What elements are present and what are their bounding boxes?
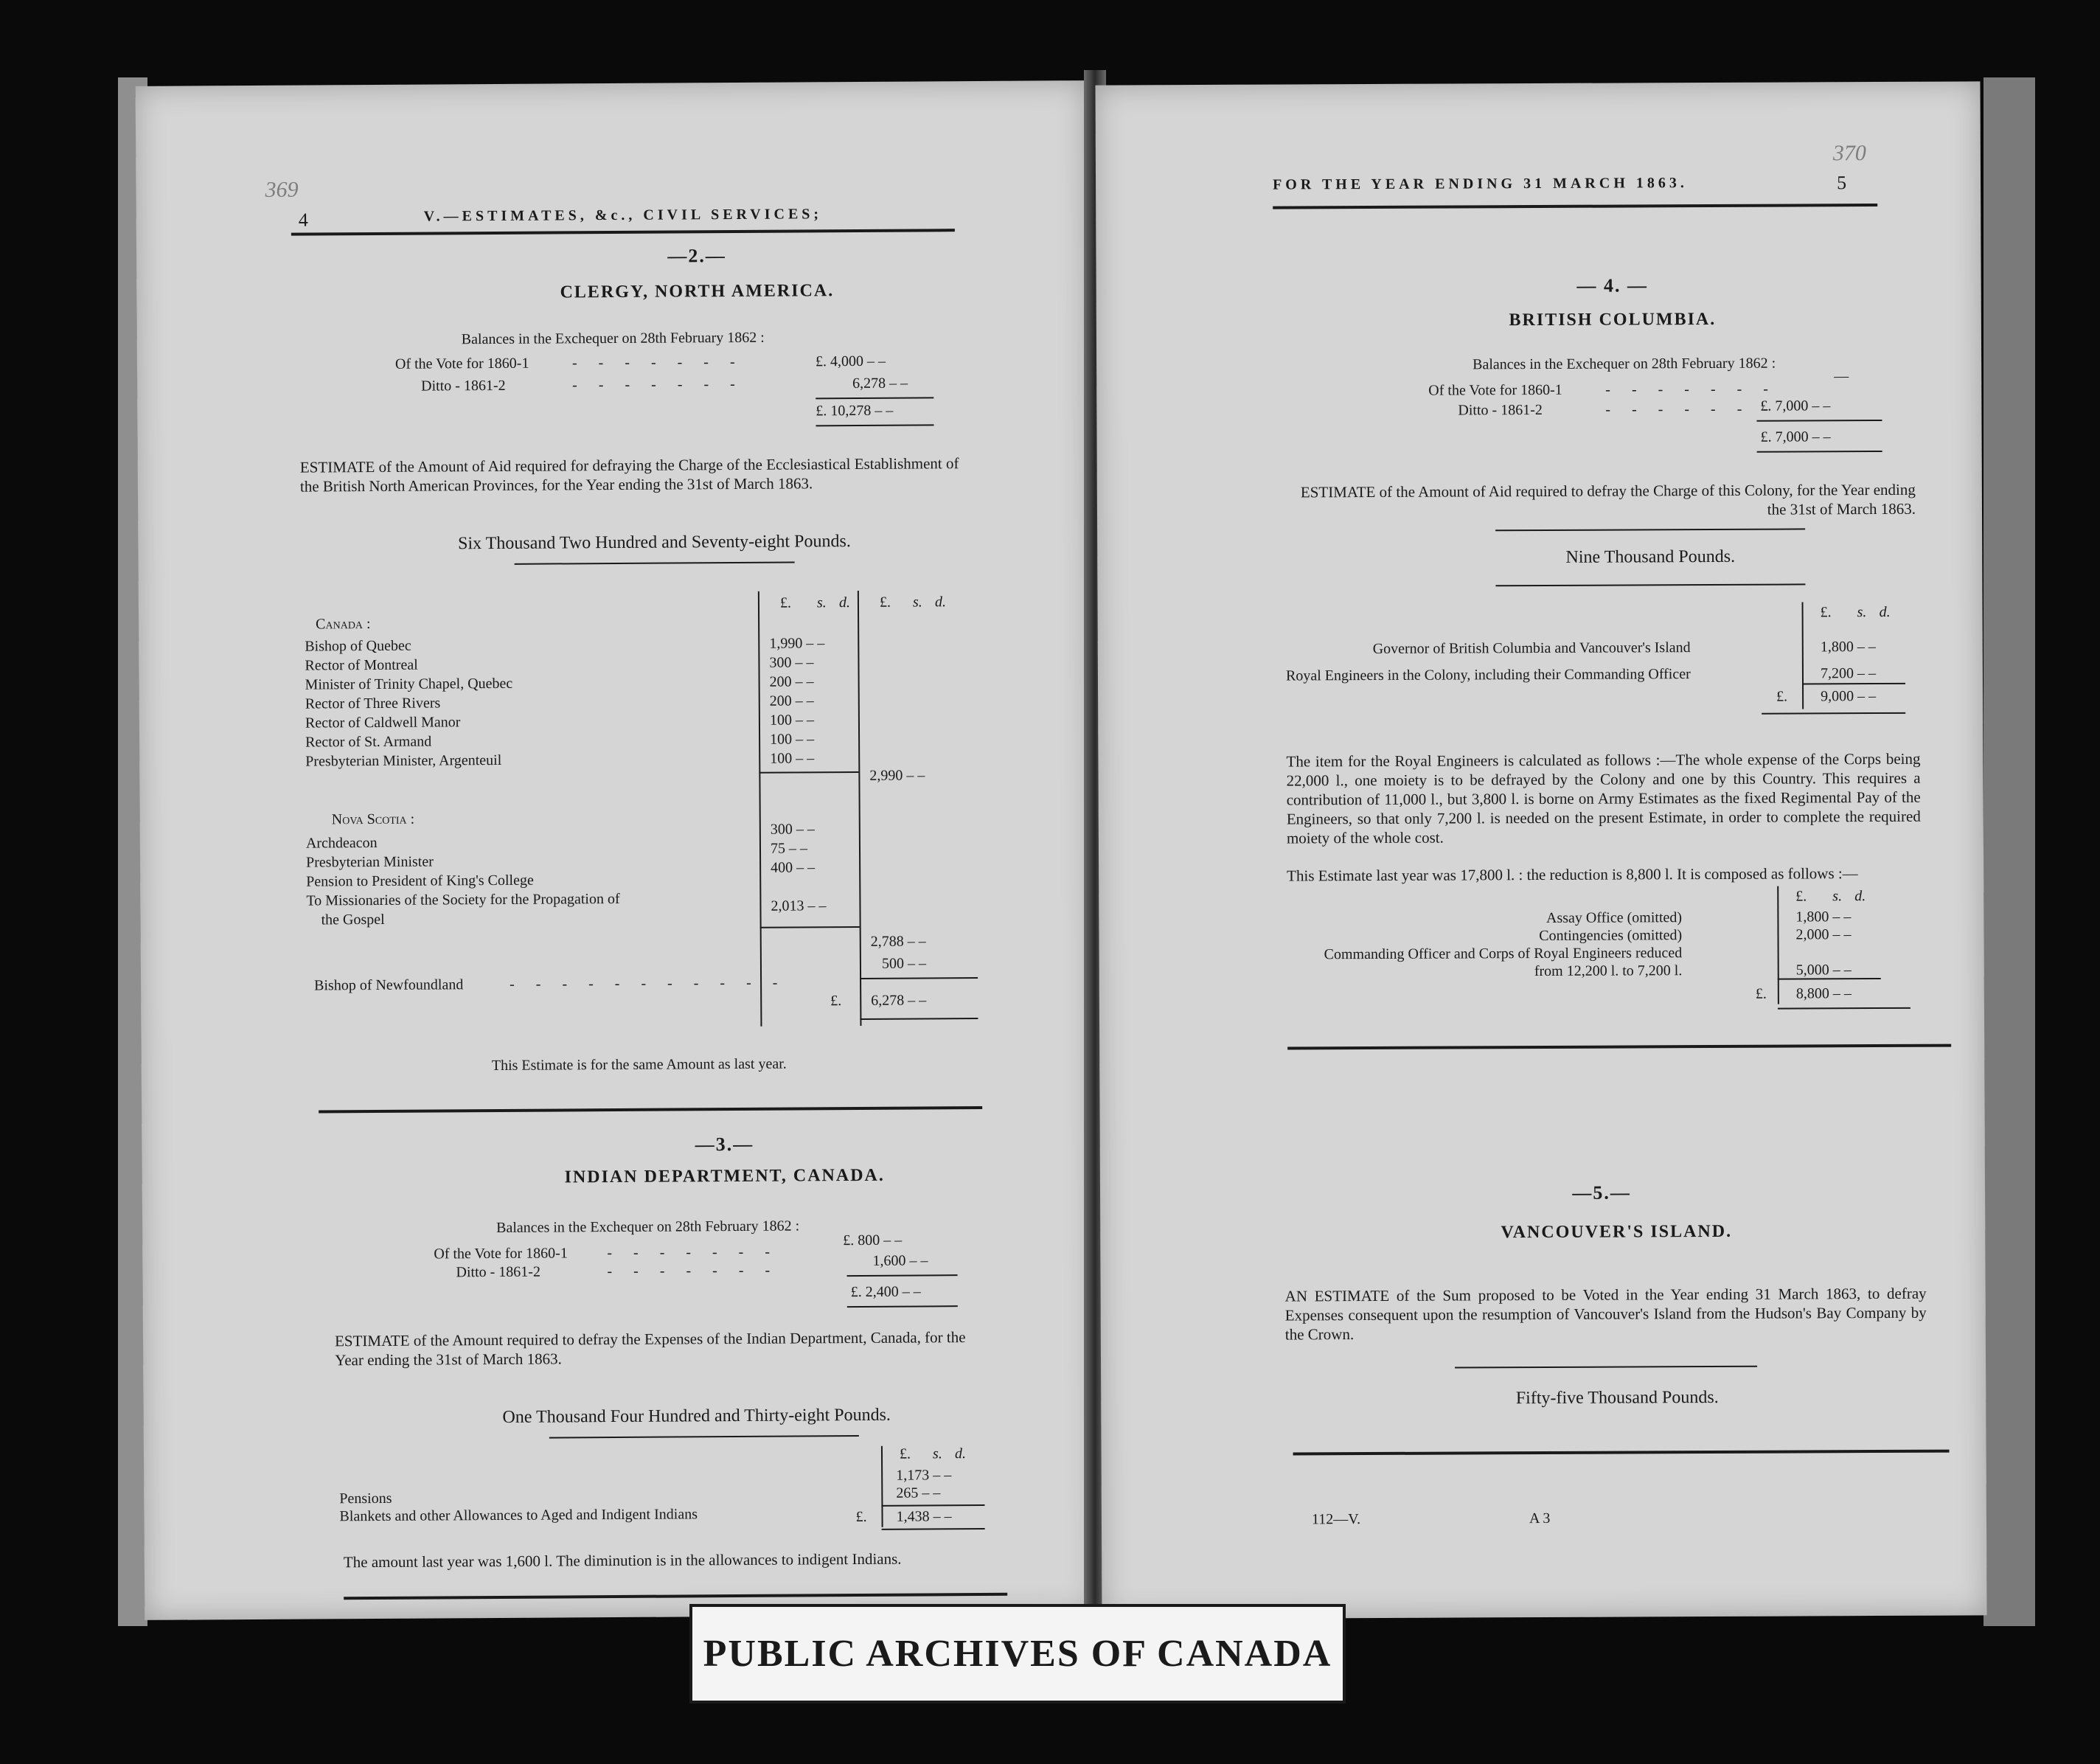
- balances-heading: Balances in the Exchequer on 28th February 1862 :: [496, 1218, 800, 1236]
- column-rule: [1777, 886, 1779, 1004]
- amount: 300 – –: [769, 654, 814, 671]
- col-header-pence: d.: [1879, 603, 1891, 620]
- amount: 100 – –: [770, 731, 815, 748]
- newfoundland-label: Bishop of Newfoundland: [314, 976, 464, 994]
- sum-rule: [860, 977, 978, 979]
- items-total: 1,438 – –: [896, 1508, 952, 1525]
- canada-list: [305, 636, 513, 771]
- balances-heading: Balances in the Exchequer on 28th February 1862 :: [1473, 355, 1776, 373]
- balance-amount: 6,278 – –: [852, 375, 908, 392]
- balance-total: £. 2,400 – –: [850, 1283, 921, 1301]
- sum-rule: [760, 926, 860, 928]
- sum-rule: [860, 1018, 978, 1020]
- section-number: —2.—: [667, 245, 726, 267]
- section-rule: [1287, 1044, 1951, 1050]
- balance-label: Of the Vote for 1860-1: [434, 1245, 568, 1263]
- open-book: [118, 70, 2050, 1633]
- amount: 100 – –: [770, 750, 815, 767]
- section-title: INDIAN DEPARTMENT, CANADA.: [564, 1165, 885, 1187]
- page-number: 5: [1836, 172, 1847, 194]
- sum-rule: [1762, 712, 1905, 715]
- list-item: Minister of Trinity Chapel, Quebec: [305, 675, 513, 693]
- total-symbol: £.: [1755, 985, 1767, 1002]
- section-number: — 4. —: [1576, 274, 1648, 296]
- section-number: —3.—: [695, 1133, 754, 1156]
- canada-total: 2,990 – –: [869, 767, 925, 784]
- balance-amount: £. 7,000 – –: [1760, 397, 1831, 414]
- sum-rule: [816, 397, 933, 399]
- footer-signature-number: 112—V.: [1311, 1511, 1361, 1528]
- list-item: To Missionaries of the Society for the Propagation of: [306, 890, 620, 909]
- amount: 300 – –: [770, 821, 815, 838]
- col-header-pounds: £.: [779, 594, 792, 611]
- items-list: [339, 1487, 698, 1525]
- list-item: Commanding Officer and Corps of Royal Engineers reduced: [1324, 945, 1683, 963]
- column-rule: [881, 1446, 883, 1527]
- balance-amount: £. 800 – –: [843, 1232, 903, 1249]
- nova-scotia-heading: Nova Scotia :: [331, 810, 415, 828]
- col-header-pounds: £.: [1795, 888, 1807, 905]
- leader-dots: - - - - - - - - - - -: [510, 974, 787, 993]
- balance-amount: —: [1834, 368, 1849, 385]
- balance-label: Ditto - 1861-2: [1458, 401, 1543, 419]
- leader-dots: - - - - - - -: [1605, 400, 1778, 418]
- canada-heading: Canada :: [316, 616, 371, 633]
- sum-rule: [1756, 420, 1882, 422]
- amount: 200 – –: [769, 692, 814, 709]
- list-item: Governor of British Columbia and Vancouver's Island: [1372, 639, 1691, 657]
- balance-label: Ditto - 1861-2: [421, 377, 506, 395]
- items-amounts: [896, 1466, 951, 1501]
- sum-rule: [759, 771, 858, 774]
- section-rule: [1293, 1450, 1950, 1456]
- page-number: 4: [298, 209, 308, 231]
- balance-amount: £. 4,000 – –: [815, 353, 886, 370]
- col-header-pence: d.: [1854, 888, 1866, 905]
- amount: 7,200 – –: [1820, 665, 1877, 682]
- amount: 5,000 – –: [1795, 962, 1852, 979]
- amount: 1,800 – –: [1795, 909, 1852, 926]
- leader-dots: - - - - - - -: [607, 1262, 779, 1280]
- amount: 1,800 – –: [1820, 639, 1876, 656]
- list-item: Pension to President of King's College: [306, 872, 534, 890]
- col-header-shillings: s.: [1857, 604, 1867, 621]
- list-item: Pensions: [339, 1490, 392, 1507]
- section-title: CLERGY, NORTH AMERICA.: [560, 281, 835, 302]
- list-item: Bishop of Quebec: [305, 637, 411, 655]
- list-item: Contingencies (omitted): [1539, 927, 1683, 945]
- col-header-pence: d.: [838, 594, 851, 611]
- section-title: BRITISH COLUMBIA.: [1509, 309, 1717, 330]
- amount: 2,013 – –: [771, 897, 827, 914]
- amount: [1796, 943, 1852, 961]
- items-list: [1286, 634, 1691, 689]
- reduction-paragraph: This Estimate last year was 17,800 l. : the reduction is 8,800 l. It is composed as follows :—: [1287, 864, 1858, 885]
- col-header-pounds: £.: [899, 1445, 911, 1462]
- balance-total: £. 7,000 – –: [1760, 428, 1831, 445]
- list-item: Presbyterian Minister, Argenteuil: [305, 751, 502, 770]
- amount: 200 – –: [769, 673, 814, 690]
- col-header-pounds: £.: [879, 594, 891, 611]
- sum-rule: [1778, 978, 1881, 980]
- grand-total: 6,278 – –: [871, 992, 927, 1009]
- sum-rule: [881, 1504, 984, 1507]
- list-item: Rector of St. Armand: [305, 733, 432, 751]
- estimate-text: ESTIMATE of the Amount of Aid required to defray the Charge of this Colony, for the Year ending the 31st of March 1863.: [1300, 480, 1916, 518]
- running-head: V.—ESTIMATES, &c., CIVIL SERVICES;: [423, 206, 823, 225]
- items-amounts: [1821, 633, 1876, 687]
- left-page: [136, 80, 1096, 1620]
- amount: [771, 877, 855, 897]
- list-item: Blankets and other Allowances to Aged and Indigent Indians: [339, 1506, 698, 1525]
- list-item: Rector of Caldwell Manor: [305, 714, 461, 732]
- total-symbol: £.: [855, 1508, 867, 1526]
- leader-dots: - - - - - - -: [572, 375, 744, 394]
- list-item: Rector of Montreal: [305, 656, 418, 674]
- sum-rule: [847, 1305, 958, 1308]
- list-item: from 12,200 l. to 7,200 l.: [1534, 962, 1683, 980]
- col-header-pence: d.: [934, 594, 947, 611]
- reduction-total: 8,800 – –: [1795, 985, 1852, 1002]
- amount-in-words: Fifty-five Thousand Pounds.: [1515, 1387, 1719, 1409]
- amount-in-words: Nine Thousand Pounds.: [1565, 546, 1736, 567]
- col-header-shillings: s.: [1832, 888, 1843, 905]
- amount-in-words: Six Thousand Two Hundred and Seventy-eight Pounds.: [458, 532, 851, 554]
- section-number: —5.—: [1572, 1181, 1631, 1204]
- col-header-pence: d.: [954, 1445, 967, 1462]
- section-rule: [344, 1593, 1007, 1600]
- nova-scotia-amounts: [771, 819, 856, 916]
- head-rule: [1273, 204, 1877, 209]
- amount: 2,000 – –: [1795, 926, 1852, 943]
- estimate-text: ESTIMATE of the Amount required to defray the Expenses of the Indian Department, Canada, for the Year ending the 31st of March 1863.: [334, 1328, 966, 1369]
- sum-rule: [847, 1274, 958, 1277]
- running-head: FOR THE YEAR ENDING 31 MARCH 1863.: [1273, 175, 1688, 193]
- newfoundland-amount: 500 – –: [881, 955, 927, 972]
- leader-dots: - - - - - - -: [607, 1243, 779, 1262]
- amount: 400 – –: [771, 859, 816, 876]
- amount: 265 – –: [896, 1485, 941, 1501]
- words-rule: [1495, 583, 1805, 586]
- balance-label: Of the Vote for 1860-1: [394, 355, 529, 372]
- canada-amounts: [769, 633, 855, 768]
- balances-heading: Balances in the Exchequer on 28th February 1862 :: [461, 329, 765, 348]
- balance-total: £. 10,278 – –: [816, 402, 894, 420]
- total-symbol: £.: [830, 993, 842, 1010]
- explanation-paragraph: The item for the Royal Engineers is calculated as follows :—The whole expense of the Corps being 22,000 l., one moiety is to be defrayed by the Colony and one by this Country. This requires a contribution of 11,000 l., but 3,800 l. is borne on Army Estimates as the fixed Regimental Pay of the Engineers, so that only 7,200 l. is needed on the present Estimate, in order to complete the required moiety of the whole cost.: [1286, 749, 1921, 847]
- amount: 1,173 – –: [896, 1467, 952, 1484]
- footer-signature-mark: A 3: [1529, 1510, 1551, 1527]
- balance-amount: 1,600 – –: [872, 1252, 928, 1269]
- sum-rule: [882, 1528, 985, 1530]
- balance-label: Of the Vote for 1860-1: [1428, 381, 1562, 399]
- list-item: Rector of Three Rivers: [305, 695, 441, 712]
- leader-dots: - - - - - - -: [1605, 381, 1777, 398]
- amount: 75 – –: [770, 840, 808, 857]
- section-title: VANCOUVER'S ISLAND.: [1501, 1221, 1733, 1243]
- nova-scotia-total: 2,788 – –: [870, 933, 926, 950]
- pencil-folio: 370: [1832, 141, 1866, 166]
- archive-label: PUBLIC ARCHIVES OF CANADA: [689, 1604, 1346, 1704]
- reduction-amounts: [1795, 908, 1851, 979]
- items-total: 9,000 – –: [1821, 688, 1877, 705]
- list-item: Assay Office (omitted): [1546, 909, 1683, 926]
- amount: 100 – –: [769, 712, 814, 729]
- list-item: Royal Engineers in the Colony, including their Commanding Officer: [1285, 666, 1691, 684]
- right-page: [1095, 81, 1986, 1619]
- words-rule: [1495, 528, 1805, 531]
- sum-rule: [1757, 451, 1882, 453]
- column-rule: [1802, 602, 1804, 709]
- pencil-folio: 369: [265, 177, 299, 202]
- nova-scotia-list: [306, 832, 620, 930]
- right-page-edges: [1983, 77, 2035, 1626]
- sum-rule: [1802, 683, 1905, 685]
- amount: 1,990 – –: [769, 635, 825, 652]
- column-rule: [758, 591, 762, 1027]
- estimate-text: ESTIMATE of the Amount of Aid required for defraying the Charge of the Ecclesiastical Establishment of the British North American Provinces, for the Year ending the 31st of March 1863.: [299, 454, 959, 496]
- sum-rule: [816, 424, 933, 426]
- head-rule: [291, 229, 955, 235]
- estimate-text: AN ESTIMATE of the Sum proposed to be Voted in the Year ending 31 March 1863, to defray Expenses consequent upon the resumption of Vancouver's Island from the Hudson's Bay Company by the Crown.: [1284, 1284, 1927, 1344]
- reduction-list: [1324, 909, 1682, 981]
- col-header-shillings: s.: [932, 1445, 942, 1462]
- col-header-shillings: s.: [912, 594, 922, 611]
- list-item: the Gospel: [321, 911, 385, 928]
- words-rule: [549, 1435, 859, 1439]
- total-symbol: £.: [1776, 688, 1788, 705]
- sum-rule: [1778, 1007, 1910, 1010]
- list-item: Archdeacon: [305, 834, 378, 852]
- words-rule: [515, 562, 795, 565]
- estimate-note: This Estimate is for the same Amount as last year.: [491, 1055, 787, 1074]
- section-rule: [319, 1106, 982, 1113]
- column-rule: [858, 591, 862, 1026]
- list-item: Presbyterian Minister: [306, 853, 434, 871]
- words-rule: [1455, 1366, 1757, 1369]
- col-header-shillings: s.: [816, 594, 827, 611]
- leader-dots: - - - - - - -: [571, 353, 744, 372]
- balance-label: Ditto - 1861-2: [456, 1263, 540, 1281]
- amount-in-words: One Thousand Four Hundred and Thirty-eight Pounds.: [502, 1405, 891, 1427]
- estimate-note: The amount last year was 1,600 l. The diminution is in the allowances to indigent Indians.: [343, 1549, 902, 1572]
- col-header-pounds: £.: [1820, 604, 1832, 621]
